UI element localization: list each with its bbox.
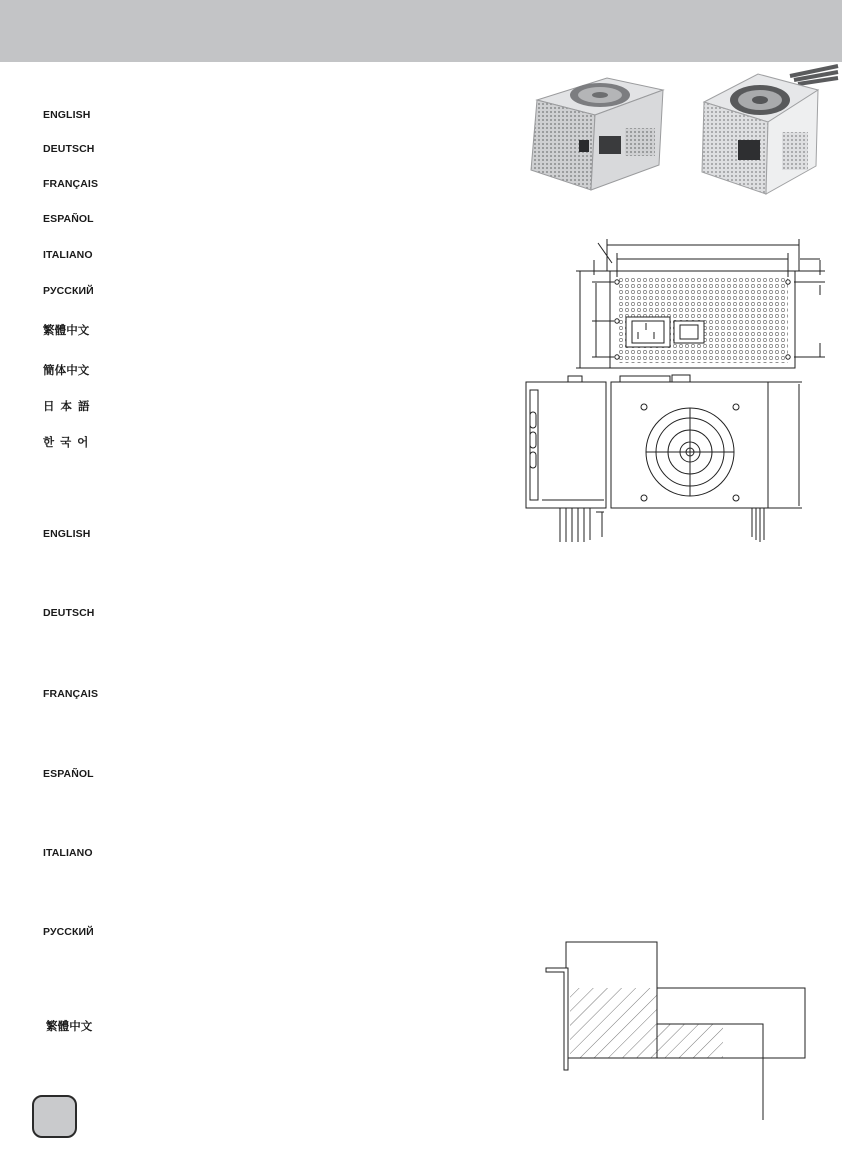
psu-photo-rear: [698, 62, 838, 197]
lang-section-deutsch: DEUTSCH: [43, 607, 95, 619]
lang-label-traditional-chinese: 繁體中文: [43, 323, 90, 337]
lang-section-traditional-chinese: 繁體中文: [46, 1019, 93, 1033]
lang-label-japanese: 日本語: [43, 399, 96, 413]
side-and-fan-view-drawing: [520, 372, 820, 544]
lang-label-english: ENGLISH: [43, 109, 91, 121]
rear-panel-dimension-drawing: [570, 235, 835, 375]
lang-label-russian: РУССКИЙ: [43, 285, 94, 297]
lang-label-francais: FRANÇAIS: [43, 178, 99, 190]
lang-label-espanol: ESPAÑOL: [43, 213, 94, 225]
lang-section-italiano: ITALIANO: [43, 847, 93, 859]
page-number-tab: [32, 1095, 77, 1138]
psu-photo-front: [525, 70, 665, 195]
lang-label-simplified-chinese: 簡体中文: [43, 363, 90, 377]
lang-section-francais: FRANÇAIS: [43, 688, 99, 700]
lang-label-korean: 한국어: [43, 435, 95, 449]
lang-section-espanol: ESPAÑOL: [43, 768, 94, 780]
lang-label-deutsch: DEUTSCH: [43, 143, 95, 155]
lang-label-italiano: ITALIANO: [43, 249, 93, 261]
lang-section-english: ENGLISH: [43, 528, 91, 540]
lang-section-russian: РУССКИЙ: [43, 926, 94, 938]
header-band: [0, 0, 842, 62]
clearance-diagram: [542, 940, 812, 1122]
